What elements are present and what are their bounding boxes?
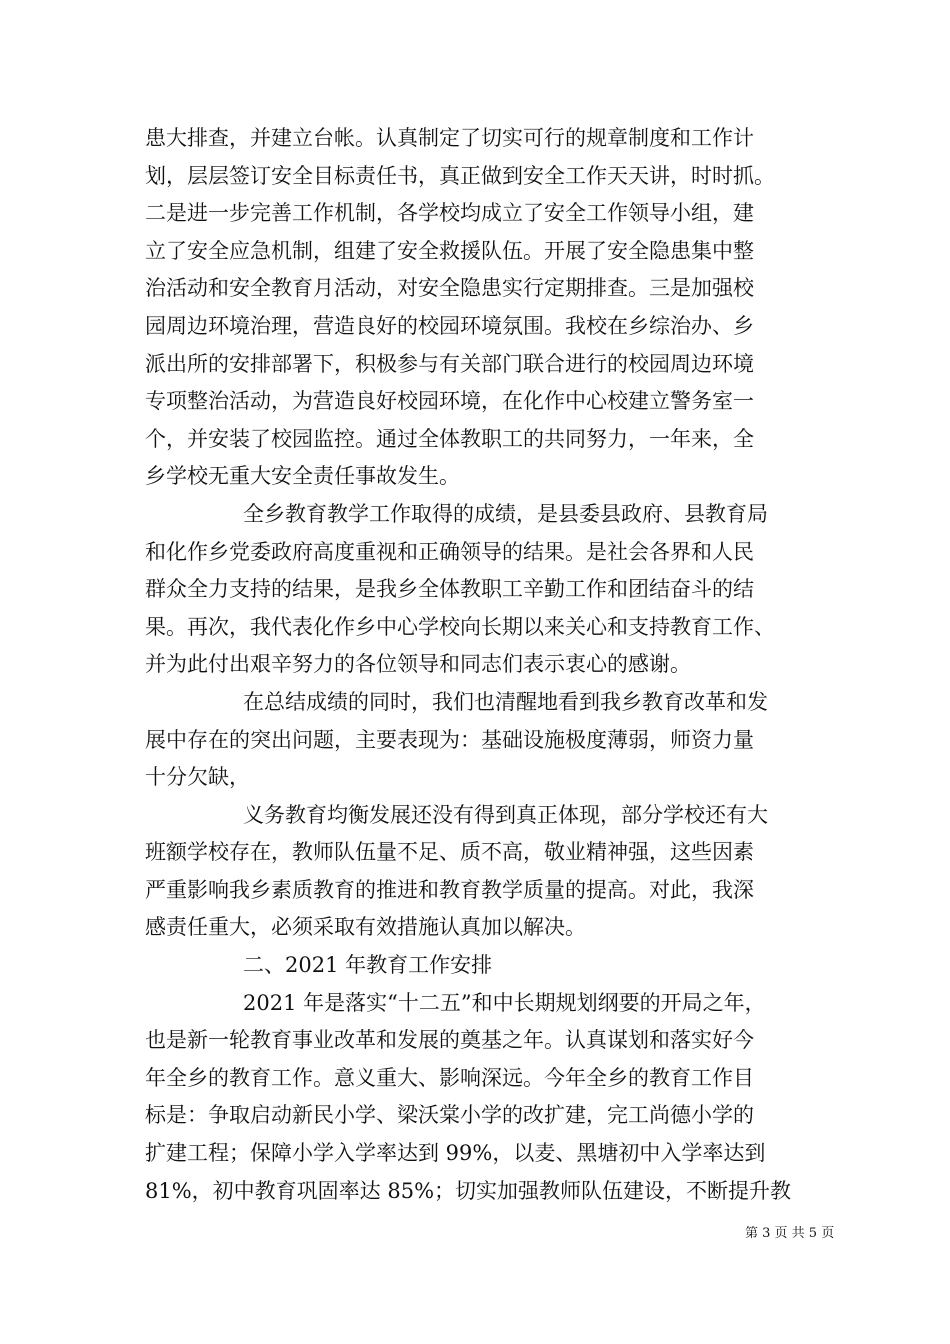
text-line: 果。再次，我代表化作乡中心学校向长期以来关心和支持教育工作、	[145, 614, 775, 639]
text-line: 标是：争取启动新民小学、梁沃棠小学的改扩建，完工尚德小学的	[145, 1103, 754, 1128]
section-heading: 二、2021 年教育工作安排	[243, 953, 493, 978]
text-line: 群众全力支持的结果，是我乡全体教职工辛勤工作和团结奋斗的结	[145, 577, 754, 602]
text-line: 划，层层签订安全目标责任书，真正做到安全工作天天讲，时时抓。	[145, 163, 775, 188]
paragraph-start-line: 全乡教育教学工作取得的成绩，是县委县政府、县教育局	[243, 501, 768, 526]
text-line: 年全乡的教育工作。意义重大、影响深远。今年全乡的教育工作目	[145, 1065, 754, 1090]
text-line: 并为此付出艰辛努力的各位领导和同志们表示衷心的感谢。	[145, 652, 691, 677]
text-line: 十分欠缺，	[145, 765, 250, 790]
paragraph-start-line: 2021 年是落实“十二五”和中长期规划纲要的开局之年，	[243, 990, 766, 1015]
text-line: 展中存在的突出问题，主要表现为：基础设施极度薄弱，师资力量	[145, 727, 754, 752]
text-line: 患大排查，并建立台帐。认真制定了切实可行的规章制度和工作计	[145, 126, 754, 150]
document-body	[145, 120, 825, 1210]
text-line: 园周边环境治理，营造良好的校园环境氛围。我校在乡综治办、乡	[145, 313, 754, 338]
text-line: 感责任重大，必须采取有效措施认真加以解决。	[145, 915, 586, 940]
text-line: 专项整治活动，为营造良好校园环境，在化作中心校建立警务室一	[145, 389, 754, 414]
text-line: 派出所的安排部署下，积极参与有关部门联合进行的校园周边环境	[145, 351, 754, 376]
text-line: 也是新一轮教育事业改革和发展的奠基之年。认真谋划和落实好今	[145, 1028, 754, 1053]
text-line: 扩建工程；保障小学入学率达到 99%，以麦、黑塘初中入学率达到	[145, 1141, 766, 1166]
text-line: 个，并安装了校园监控。通过全体教职工的共同努力，一年来，全	[145, 426, 754, 451]
paragraph-start-line: 在总结成绩的同时，我们也清醒地看到我乡教育改革和发	[243, 689, 768, 714]
page-number-footer: 第 3 页 共 5 页	[745, 1226, 835, 1241]
text-line: 乡学校无重大安全责任事故发生。	[145, 464, 460, 489]
text-line: 班额学校存在，教师队伍量不足、质不高，敬业精神强，这些因素	[145, 840, 754, 865]
text-line: 立了安全应急机制，组建了安全救援队伍。开展了安全隐患集中整	[145, 238, 754, 263]
text-line: 81%，初中教育巩固率达 85%；切实加强教师队伍建设，不断提升教	[145, 1178, 792, 1203]
text-line: 严重影响我乡素质教育的推进和教育教学质量的提高。对此，我深	[145, 877, 754, 902]
paragraph-start-line: 义务教育均衡发展还没有得到真正体现，部分学校还有大	[243, 802, 768, 827]
text-line: 治活动和安全教育月活动，对安全隐患实行定期排查。三是加强校	[145, 276, 754, 301]
text-line: 和化作乡党委政府高度重视和正确领导的结果。是社会各界和人民	[145, 539, 754, 564]
text-line: 二是进一步完善工作机制，各学校均成立了安全工作领导小组，建	[145, 201, 754, 226]
